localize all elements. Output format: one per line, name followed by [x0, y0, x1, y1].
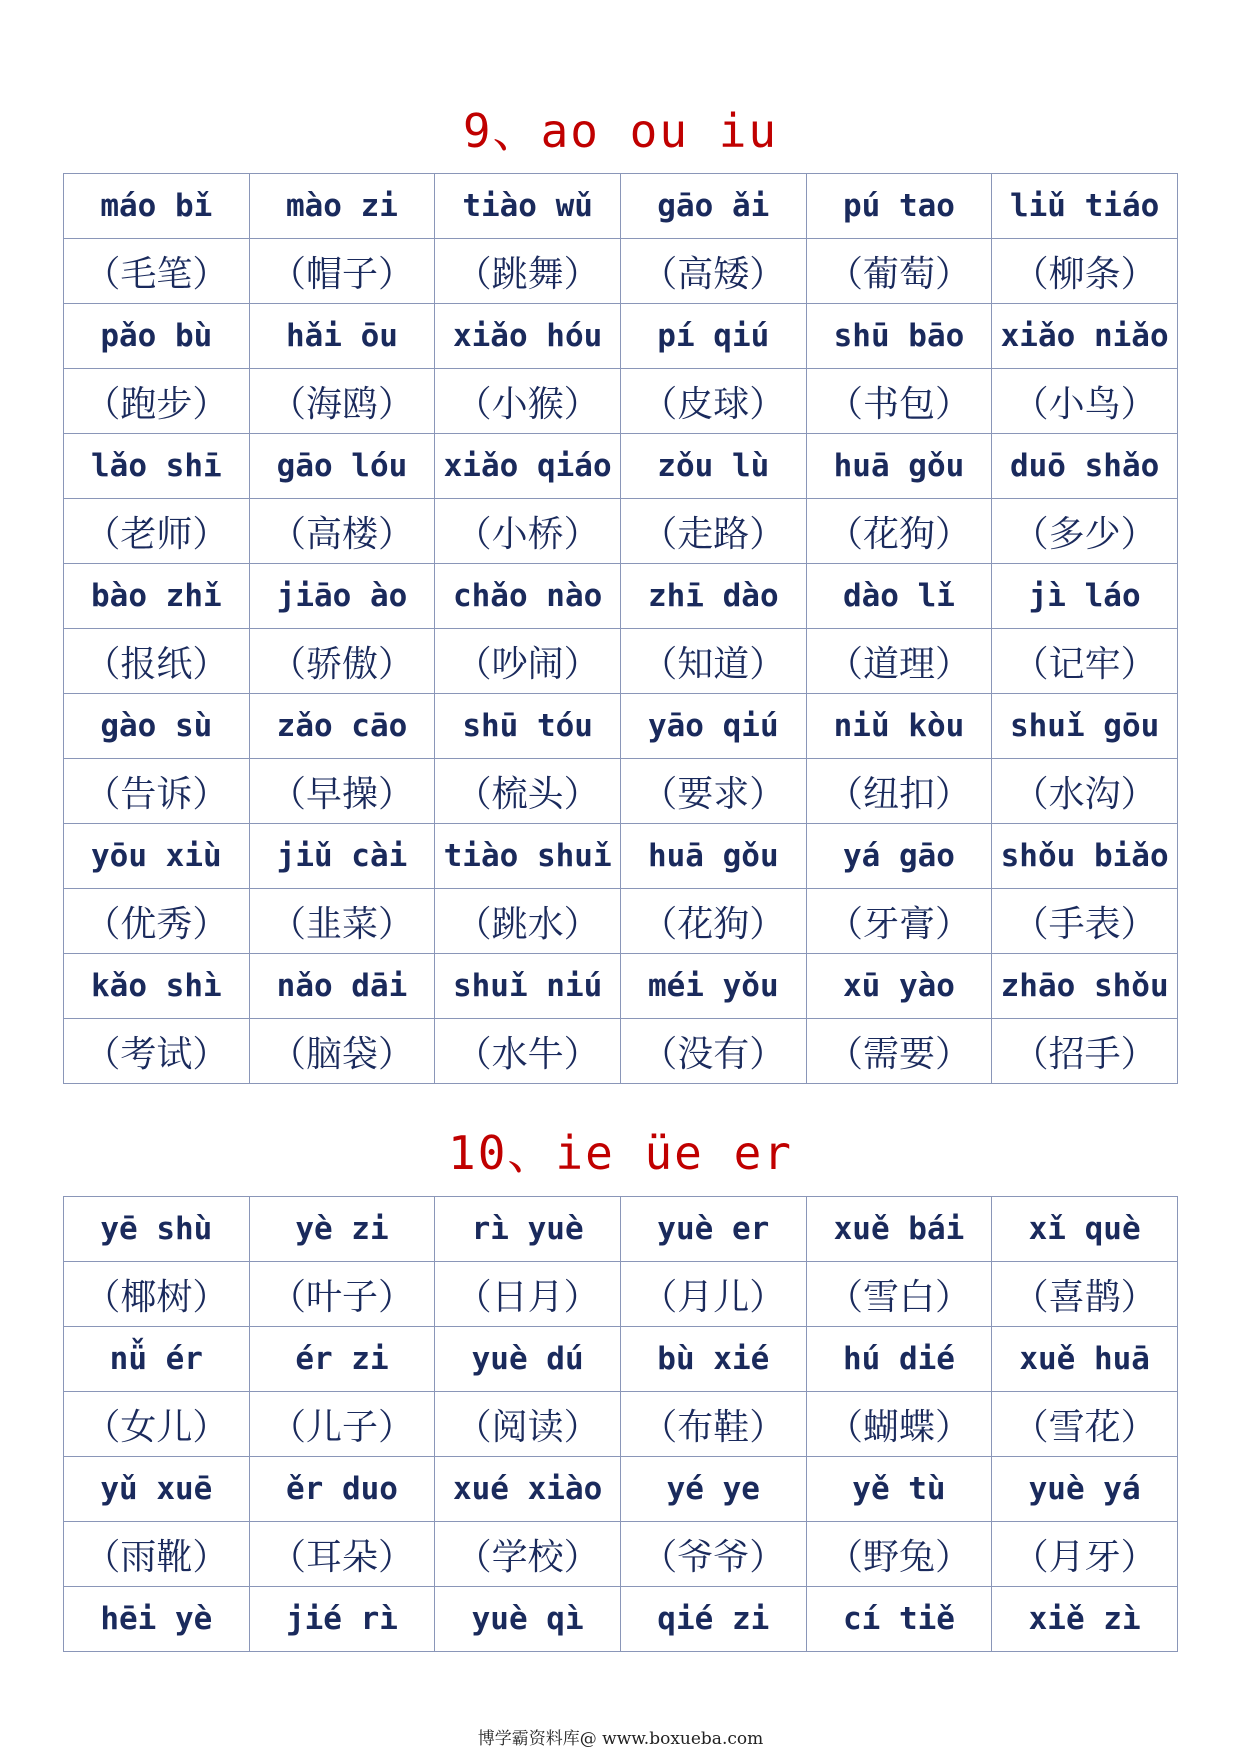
pinyin-cell: zǎo cāo: [249, 694, 435, 759]
pinyin-cell: xiǎo qiáo: [435, 434, 621, 499]
hanzi-cell: （老师）: [64, 499, 250, 564]
pinyin-cell: jiǔ cài: [249, 824, 435, 889]
pinyin-row: [64, 1457, 1178, 1522]
hanzi-cell: （书包）: [806, 369, 992, 434]
hanzi-cell: （叶子）: [249, 1262, 435, 1327]
hanzi-cell: （椰树）: [64, 1262, 250, 1327]
pinyin-cell: méi yǒu: [620, 954, 806, 1019]
pinyin-cell: xuě bái: [806, 1197, 992, 1262]
pinyin-cell: yē shù: [64, 1197, 250, 1262]
hanzi-row: [64, 499, 1178, 564]
hanzi-cell: （布鞋）: [620, 1392, 806, 1457]
pinyin-cell: bào zhǐ: [64, 564, 250, 629]
hanzi-cell: （跳舞）: [435, 239, 621, 304]
hanzi-cell: （女儿）: [64, 1392, 250, 1457]
pinyin-cell: jié rì: [249, 1587, 435, 1652]
pinyin-cell: duō shǎo: [992, 434, 1178, 499]
hanzi-cell: （月儿）: [620, 1262, 806, 1327]
pinyin-cell: yè zi: [249, 1197, 435, 1262]
hanzi-cell: （走路）: [620, 499, 806, 564]
pinyin-cell: niǔ kòu: [806, 694, 992, 759]
pinyin-cell: shuǐ niú: [435, 954, 621, 1019]
hanzi-cell: （吵闹）: [435, 629, 621, 694]
hanzi-row: [64, 1392, 1178, 1457]
hanzi-cell: （道理）: [806, 629, 992, 694]
hanzi-cell: （耳朵）: [249, 1522, 435, 1587]
pinyin-row: [64, 304, 1178, 369]
hanzi-cell: （没有）: [620, 1019, 806, 1084]
pinyin-cell: yāo qiú: [620, 694, 806, 759]
pinyin-cell: nǎo dāi: [249, 954, 435, 1019]
pinyin-row: [64, 174, 1178, 239]
hanzi-cell: （跑步）: [64, 369, 250, 434]
pinyin-row: [64, 1587, 1178, 1652]
hanzi-cell: （帽子）: [249, 239, 435, 304]
footer-watermark: 博学霸资料库@ www.boxueba.com: [477, 1729, 764, 1749]
hanzi-cell: （蝴蝶）: [806, 1392, 992, 1457]
pinyin-cell: dào lǐ: [806, 564, 992, 629]
hanzi-cell: （月牙）: [992, 1522, 1178, 1587]
pinyin-cell: chǎo nào: [435, 564, 621, 629]
pinyin-cell: qié zi: [620, 1587, 806, 1652]
pinyin-row: [64, 954, 1178, 1019]
hanzi-cell: （柳条）: [992, 239, 1178, 304]
hanzi-row: [64, 369, 1178, 434]
pinyin-cell: yuè yá: [992, 1457, 1178, 1522]
hanzi-cell: （手表）: [992, 889, 1178, 954]
pinyin-cell: jì láo: [992, 564, 1178, 629]
hanzi-cell: （水沟）: [992, 759, 1178, 824]
hanzi-cell: （韭菜）: [249, 889, 435, 954]
pinyin-cell: huā gǒu: [620, 824, 806, 889]
hanzi-row: [64, 629, 1178, 694]
pinyin-cell: hǎi ōu: [249, 304, 435, 369]
pinyin-cell: rì yuè: [435, 1197, 621, 1262]
pinyin-cell: zǒu lù: [620, 434, 806, 499]
hanzi-cell: （野兔）: [806, 1522, 992, 1587]
pinyin-cell: shuǐ gōu: [992, 694, 1178, 759]
pinyin-cell: hēi yè: [64, 1587, 250, 1652]
hanzi-cell: （要求）: [620, 759, 806, 824]
hanzi-cell: （牙膏）: [806, 889, 992, 954]
hanzi-cell: （小猴）: [435, 369, 621, 434]
pinyin-row: [64, 694, 1178, 759]
pinyin-cell: yuè dú: [435, 1327, 621, 1392]
hanzi-cell: （跳水）: [435, 889, 621, 954]
pinyin-cell: mào zi: [249, 174, 435, 239]
hanzi-cell: （葡萄）: [806, 239, 992, 304]
hanzi-cell: （记牢）: [992, 629, 1178, 694]
hanzi-cell: （海鸥）: [249, 369, 435, 434]
hanzi-row: [64, 759, 1178, 824]
pinyin-cell: yě tù: [806, 1457, 992, 1522]
hanzi-row: [64, 1522, 1178, 1587]
pinyin-cell: yuè er: [620, 1197, 806, 1262]
hanzi-cell: （早操）: [249, 759, 435, 824]
hanzi-cell: （喜鹊）: [992, 1262, 1178, 1327]
pinyin-cell: lǎo shī: [64, 434, 250, 499]
hanzi-cell: （爷爷）: [620, 1522, 806, 1587]
pinyin-cell: cí tiě: [806, 1587, 992, 1652]
hanzi-cell: （报纸）: [64, 629, 250, 694]
pinyin-cell: zhāo shǒu: [992, 954, 1178, 1019]
hanzi-cell: （知道）: [620, 629, 806, 694]
pinyin-cell: pí qiú: [620, 304, 806, 369]
vocab-table-9: [63, 173, 1178, 1084]
pinyin-cell: yé ye: [620, 1457, 806, 1522]
pinyin-cell: xuě huā: [992, 1327, 1178, 1392]
pinyin-cell: xiě zì: [992, 1587, 1178, 1652]
hanzi-cell: （梳头）: [435, 759, 621, 824]
pinyin-cell: xiǎo hóu: [435, 304, 621, 369]
hanzi-cell: （雨靴）: [64, 1522, 250, 1587]
hanzi-cell: （骄傲）: [249, 629, 435, 694]
hanzi-cell: （纽扣）: [806, 759, 992, 824]
section-title-10: 10、ie üe er: [448, 1126, 793, 1180]
hanzi-row: [64, 1019, 1178, 1084]
hanzi-cell: （小桥）: [435, 499, 621, 564]
hanzi-cell: （需要）: [806, 1019, 992, 1084]
section-title-9: 9、ao ou iu: [462, 104, 779, 158]
pinyin-cell: ér zi: [249, 1327, 435, 1392]
pinyin-cell: xué xiào: [435, 1457, 621, 1522]
pinyin-cell: yuè qì: [435, 1587, 621, 1652]
pinyin-cell: tiào wǔ: [435, 174, 621, 239]
vocab-table-10: [63, 1196, 1178, 1652]
pinyin-cell: pǎo bù: [64, 304, 250, 369]
hanzi-row: [64, 889, 1178, 954]
pinyin-cell: xǐ què: [992, 1197, 1178, 1262]
hanzi-cell: （考试）: [64, 1019, 250, 1084]
pinyin-cell: shū bāo: [806, 304, 992, 369]
hanzi-cell: （小鸟）: [992, 369, 1178, 434]
pinyin-row: [64, 1327, 1178, 1392]
pinyin-cell: nǚ ér: [64, 1327, 250, 1392]
pinyin-cell: bù xié: [620, 1327, 806, 1392]
pinyin-cell: gāo lóu: [249, 434, 435, 499]
hanzi-cell: （高矮）: [620, 239, 806, 304]
pinyin-row: [64, 434, 1178, 499]
pinyin-cell: xū yào: [806, 954, 992, 1019]
pinyin-cell: jiāo ào: [249, 564, 435, 629]
hanzi-cell: （毛笔）: [64, 239, 250, 304]
hanzi-cell: （学校）: [435, 1522, 621, 1587]
pinyin-cell: xiǎo niǎo: [992, 304, 1178, 369]
hanzi-cell: （多少）: [992, 499, 1178, 564]
pinyin-cell: yǔ xuē: [64, 1457, 250, 1522]
pinyin-cell: gāo ǎi: [620, 174, 806, 239]
pinyin-cell: pú tao: [806, 174, 992, 239]
pinyin-cell: yōu xiù: [64, 824, 250, 889]
hanzi-cell: （阅读）: [435, 1392, 621, 1457]
pinyin-row: [64, 564, 1178, 629]
hanzi-cell: （水牛）: [435, 1019, 621, 1084]
hanzi-cell: （雪白）: [806, 1262, 992, 1327]
hanzi-row: [64, 1262, 1178, 1327]
pinyin-cell: liǔ tiáo: [992, 174, 1178, 239]
hanzi-cell: （日月）: [435, 1262, 621, 1327]
pinyin-cell: shū tóu: [435, 694, 621, 759]
pinyin-cell: gào sù: [64, 694, 250, 759]
pinyin-cell: hú dié: [806, 1327, 992, 1392]
pinyin-cell: tiào shuǐ: [435, 824, 621, 889]
hanzi-cell: （花狗）: [620, 889, 806, 954]
pinyin-cell: zhī dào: [620, 564, 806, 629]
hanzi-cell: （高楼）: [249, 499, 435, 564]
hanzi-row: [64, 239, 1178, 304]
pinyin-cell: huā gǒu: [806, 434, 992, 499]
hanzi-cell: （儿子）: [249, 1392, 435, 1457]
pinyin-cell: máo bǐ: [64, 174, 250, 239]
pinyin-cell: shǒu biǎo: [992, 824, 1178, 889]
pinyin-cell: yá gāo: [806, 824, 992, 889]
hanzi-cell: （皮球）: [620, 369, 806, 434]
hanzi-cell: （优秀）: [64, 889, 250, 954]
hanzi-cell: （告诉）: [64, 759, 250, 824]
hanzi-cell: （雪花）: [992, 1392, 1178, 1457]
hanzi-cell: （花狗）: [806, 499, 992, 564]
hanzi-cell: （脑袋）: [249, 1019, 435, 1084]
pinyin-row: [64, 824, 1178, 889]
pinyin-row: [64, 1197, 1178, 1262]
hanzi-cell: （招手）: [992, 1019, 1178, 1084]
pinyin-cell: kǎo shì: [64, 954, 250, 1019]
pinyin-cell: ěr duo: [249, 1457, 435, 1522]
